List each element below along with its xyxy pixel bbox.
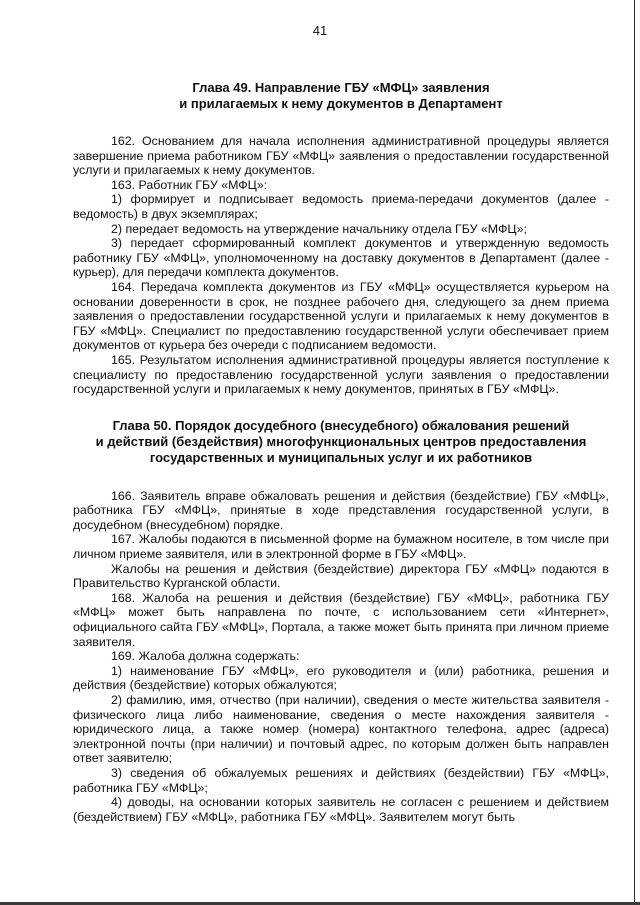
heading-line: Глава 49. Направление ГБУ «МФЦ» заявления — [192, 80, 490, 95]
document-body — [73, 80, 609, 824]
paragraph-169: 169. Жалоба должна содержать: — [111, 649, 300, 664]
paragraph-168: 168. Жалоба на решения и действия (бездействие) ГБУ «МФЦ», работника ГБУ «МФЦ» может быть направлена по почте, с использованием сети «Интернет», официального сайта ГБУ «МФЦ», Портала, а также может быть принята при личном приеме заявителя. — [73, 590, 609, 649]
scan-edge-right — [634, 0, 636, 905]
heading-line: государственных и муниципальных услуг и их работников — [149, 449, 533, 465]
list-item: 2) фамилию, имя, отчество (при наличии), сведения о месте жительства заявителя - физического лица либо наименование, сведения о месте нахождения заявителя - юридического лица, а также номер (номера) контактного телефона, адрес (адреса) электронной почты (при наличии) и почтовый адрес, по которым должен быть направлен ответ заявителю; — [73, 693, 609, 766]
heading-line: и действий (бездействия) многофункциональных центров предоставления — [95, 433, 587, 449]
chapter-49-text — [73, 134, 609, 397]
paragraph-164: 164. Передача комплекта документов из ГБУ «МФЦ» осуществляется курьером на основании доверенности в срок, не позднее рабочего дня, следующего за днем приема заявления о предоставлении государственной услуги и прилагаемых к нему документов в ГБУ «МФЦ». Специалист по предоставлению государственной услуги обеспечивает прием документов от курьера без очереди с подписанием ведомости. — [73, 279, 609, 353]
list-item: 2) передает ведомость на утверждение начальнику отдела ГБУ «МФЦ»; — [111, 221, 527, 236]
heading-line: Глава 50. Порядок досудебного (внесудебного) обжалования решений — [112, 417, 570, 433]
paragraph-162: 162. Основанием для начала исполнения административной процедуры является завершение приема работником ГБУ «МФЦ» заявления о предоставлении государственной услуги и прилагаемых к нему документов. — [73, 134, 609, 178]
list-item: 3) передает сформированный комплект документов и утвержденную ведомость работнику ГБУ «МФЦ», уполномоченному на доставку документов в Департамент (далее - курьер), для передачи комплекта документов. — [73, 236, 609, 280]
paragraph-166: 166. Заявитель вправе обжаловать решения и действия (бездействие) ГБУ «МФЦ», работника ГБУ «МФЦ», принятые в ходе представления государственной услуги, в досудебном (внесудебном) порядке. — [73, 488, 609, 532]
heading-line: и прилагаемых к нему документов в Департамент — [179, 96, 503, 111]
paragraph-163: 163. Работник ГБУ «МФЦ»: — [111, 177, 268, 192]
page-number: 41 — [312, 23, 328, 38]
list-item: 4) доводы, на основании которых заявитель не согласен с решением и действием (бездействием) ГБУ «МФЦ», работника ГБУ «МФЦ». Заявителем могут быть — [73, 795, 609, 824]
paragraph-167: 167. Жалобы подаются в письменной форме на бумажном носителе, в том числе при личном приеме заявителя, или в электронной форме в ГБУ «МФЦ». — [73, 532, 609, 562]
chapter-50-heading — [73, 418, 609, 466]
list-item: 1) формирует и подписывает ведомость приема-передачи документов (далее - ведомость) в двух экземплярах; — [73, 192, 609, 221]
list-item: 1) наименование ГБУ «МФЦ», его руководителя и (или) работника, решения и действия (бездействие) которых обжалуются; — [73, 663, 609, 693]
chapter-49-heading — [73, 80, 609, 112]
chapter-50-text — [73, 489, 609, 825]
paragraph: Жалобы на решения и действия (бездействие) директора ГБУ «МФЦ» подаются в Правительство Курганской области. — [73, 561, 609, 591]
list-item: 3) сведения об обжалуемых решениях и действиях (бездействии) ГБУ «МФЦ», работника ГБУ «МФЦ»; — [73, 765, 609, 795]
paragraph-165: 165. Результатом исполнения административной процедуры является поступление к специалисту по предоставлению государственной услуги заявления о предоставлении государственной услуги и прилагаемых к нему документов, принятых в ГБУ «МФЦ». — [73, 352, 609, 397]
